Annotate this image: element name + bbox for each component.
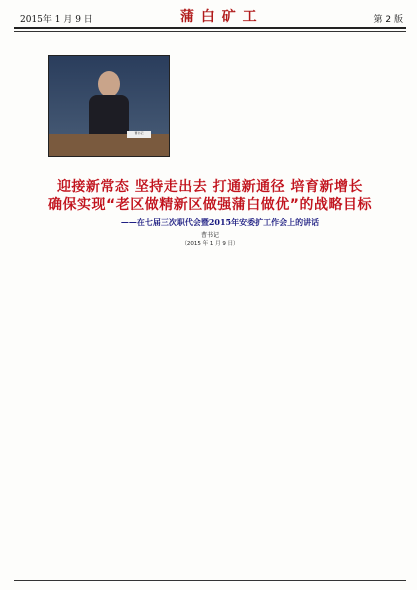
speech-date: （2015 年 1 月 9 日）	[181, 241, 239, 247]
article-author: 曹书记	[200, 232, 219, 239]
issue-date: 2015年 1 月 9 日	[20, 15, 93, 25]
nameplate: 曹书记	[127, 131, 151, 138]
desk	[49, 134, 169, 156]
header-rule-thin	[14, 31, 406, 32]
headline-line-1: 迎接新常态 坚持走出去 打通新通径 培育新增长	[56, 179, 364, 195]
page-number: 第 2 版	[373, 15, 403, 25]
speaker-head	[98, 71, 120, 97]
header-rule	[14, 27, 406, 29]
headline-line-2: 确保实现“老区做精新区做强蒲白做优”的战略目标	[48, 197, 372, 213]
page-header	[0, 0, 417, 30]
headline-subtitle: ——在七届三次职代会暨2015年安委扩工作会上的讲话	[120, 217, 320, 227]
speaker-photo	[48, 55, 170, 157]
footer-rule	[14, 580, 406, 581]
masthead: 蒲 白 矿 工	[180, 9, 258, 25]
